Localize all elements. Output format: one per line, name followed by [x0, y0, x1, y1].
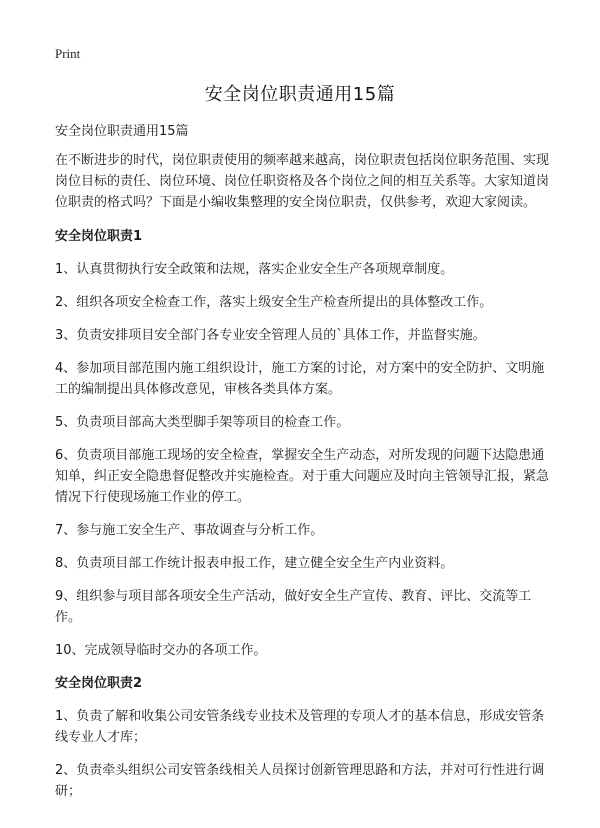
section-heading: 安全岗位职责2 [55, 676, 143, 691]
list-item: 10、完成领导临时交办的各项工作。 [55, 643, 267, 658]
intro-paragraph: 在不断进步的时代，岗位职责使用的频率越来越高，岗位职责包括岗位职务范围、实现岗位目标的责任、岗位环境、岗位任职资格及各个岗位之间的相互关系等。大家知道岗位职责的格式吗？下面是小编收集整理的安全岗位职责，仅供参考，欢迎大家阅读。 [55, 153, 550, 210]
list-item: 7、参与施工安全生产、事故调查与分析工作。 [55, 523, 324, 538]
print-label[interactable]: Print [55, 46, 81, 61]
list-item: 2、负责牵头组织公司安管条线相关人员探讨创新管理思路和方法，并对可行性进行调研； [55, 763, 545, 799]
list-item: 6、负责项目部施工现场的安全检查，掌握安全生产动态，对所发现的问题下达隐患通知单，纠正安全隐患督促整改并实施检查。对于重大问题应及时向主管领导汇报，紧急情况下行使现场施工作业的停工。 [55, 448, 550, 505]
section-heading: 安全岗位职责1 [55, 229, 143, 244]
list-item: 4、参加项目部范围内施工组织设计，施工方案的讨论，对方案中的安全防护、文明施工的编制提出具体修改意见，审核各类具体方案。 [55, 361, 545, 397]
list-item: 5、负责项目部高大类型脚手架等项目的检查工作。 [55, 415, 350, 430]
list-item: 3、负责安排项目安全部门各专业安全管理人员的`具体工作，并监督实施。 [55, 328, 486, 343]
document-body [55, 121, 552, 814]
list-item: 9、组织参与项目部各项安全生产活动，做好安全生产宣传、教育、评比、交流等工作。 [55, 589, 532, 625]
document-subtitle: 安全岗位职责通用15篇 [55, 124, 189, 139]
document-title: 安全岗位职责通用15篇 [204, 84, 396, 105]
section-1 [55, 226, 552, 661]
list-item: 8、负责项目部工作统计报表申报工作，建立健全安全生产内业资料。 [55, 556, 454, 571]
list-item: 1、认真贯彻执行安全政策和法规，落实企业安全生产各项规章制度。 [55, 262, 454, 277]
section-2 [55, 673, 552, 802]
list-item: 2、组织各项安全检查工作，落实上级安全生产检查所提出的具体整改工作。 [55, 295, 493, 310]
list-item: 1、负责了解和收集公司安管条线专业技术及管理的专项人才的基本信息，形成安管条线专业人才库； [55, 709, 545, 745]
